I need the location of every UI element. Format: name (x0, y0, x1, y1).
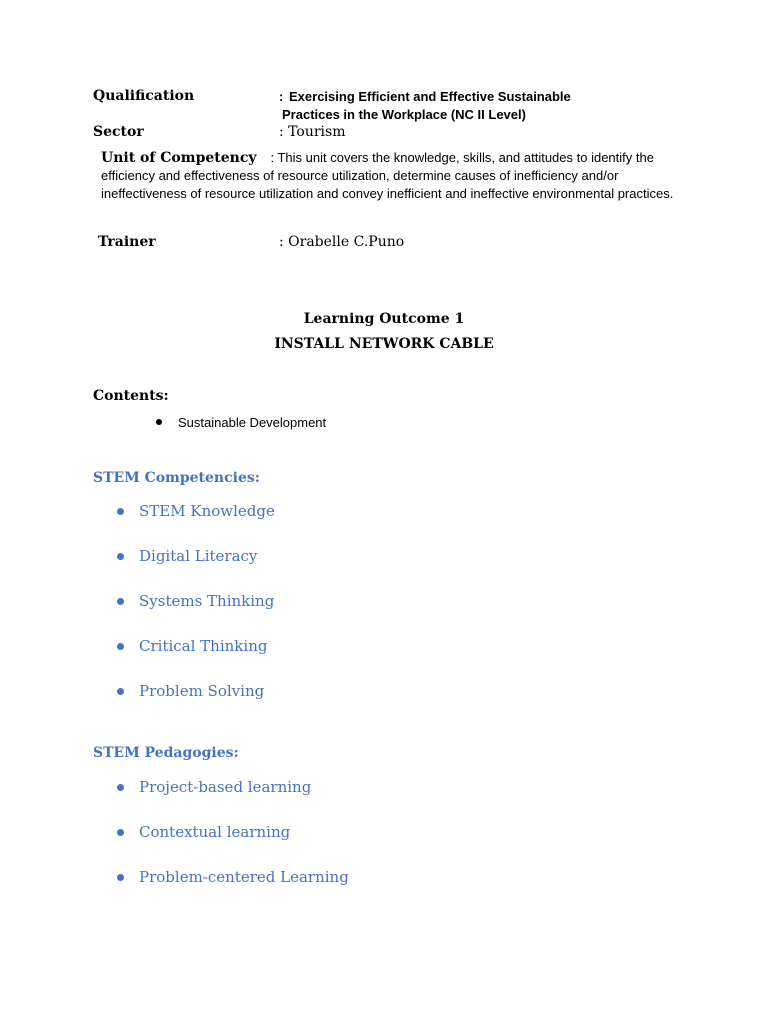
unit-of-competency-label: Unit of Competency (101, 150, 257, 166)
qualification-value-line2: Practices in the Workplace (NC II Level) (282, 107, 526, 122)
qualification-colon: : (279, 89, 284, 104)
pedagogy-bullet-icon (117, 874, 124, 881)
unit-of-competency (101, 149, 681, 203)
stem-competencies-heading: STEM Competencies: (93, 470, 260, 486)
competency-item-digital-literacy: Digital Literacy (139, 547, 258, 565)
trainer-label: Trainer (98, 234, 156, 250)
contents-heading: Contents: (93, 388, 169, 404)
sector-label: Sector (93, 124, 144, 140)
contents-item: Sustainable Development (178, 415, 327, 430)
competency-bullet-icon (117, 688, 124, 695)
competency-item-systems-thinking: Systems Thinking (139, 592, 275, 610)
learning-outcome-subtitle: INSTALL NETWORK CABLE (274, 336, 494, 352)
qualification-label: Qualification (93, 88, 195, 104)
competency-bullet-icon (117, 598, 124, 605)
pedagogy-item-project-based: Project-based learning (139, 778, 312, 796)
competency-bullet-icon (117, 643, 124, 650)
competency-item-critical-thinking: Critical Thinking (139, 637, 268, 655)
pedagogy-item-problem-centered: Problem-centered Learning (139, 868, 349, 886)
sector-value: : Tourism (279, 124, 346, 140)
pedagogy-bullet-icon (117, 784, 124, 791)
pedagogy-item-contextual: Contextual learning (139, 823, 291, 841)
qualification-value-line1: Exercising Efficient and Effective Sustainable (289, 89, 571, 104)
contents-bullet-icon (156, 419, 162, 425)
stem-pedagogies-heading: STEM Pedagogies: (93, 745, 239, 761)
learning-outcome-title: Learning Outcome 1 (303, 311, 465, 327)
competency-bullet-icon (117, 508, 124, 515)
pedagogy-bullet-icon (117, 829, 124, 836)
competency-item-problem-solving: Problem Solving (139, 682, 265, 700)
trainer-value: : Orabelle C.Puno (279, 234, 405, 250)
unit-of-competency-value: : This unit covers the knowledge, skills, and attitudes to identify the efficiency and effectiveness of resource utilization, determine causes of inefficiency and/or ineffectiveness of resource utilization and convey inefficient and ineffective environmental practices. (101, 150, 674, 201)
competency-bullet-icon (117, 553, 124, 560)
competency-item-stem-knowledge: STEM Knowledge (139, 502, 275, 520)
